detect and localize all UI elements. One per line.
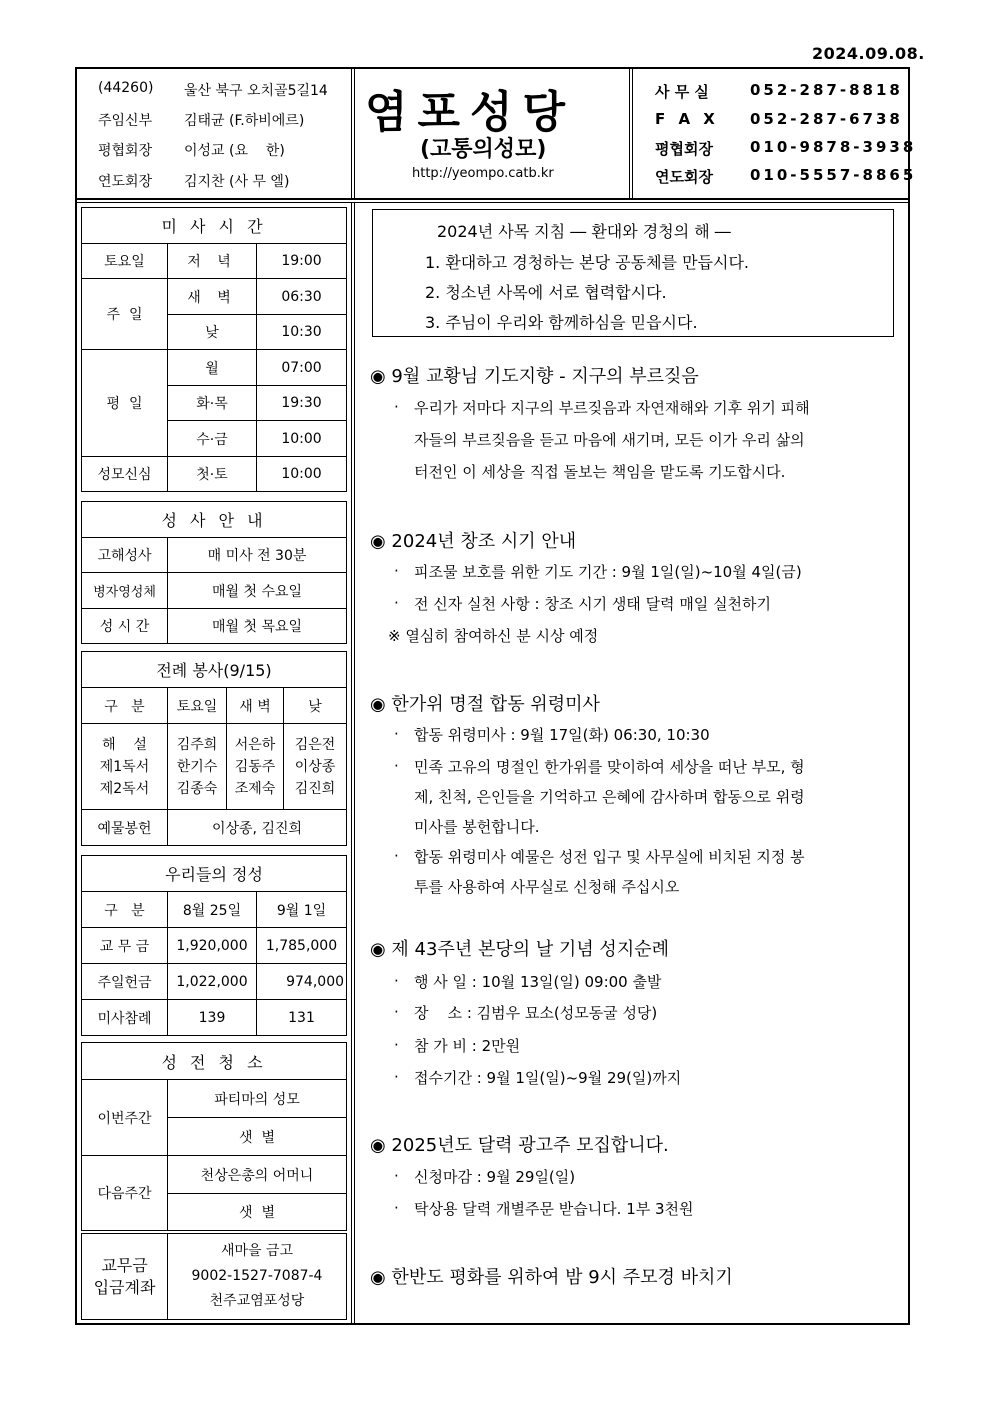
bullet: · bbox=[394, 562, 399, 580]
yeondo-phone-label: 연도회장 bbox=[655, 168, 713, 186]
liturgy-header-sat: 토요일 bbox=[168, 688, 227, 724]
role-commentator: 해 설 bbox=[102, 736, 147, 753]
liturgy-name: 김종숙 bbox=[176, 780, 218, 797]
council-phone-label: 평협회장 bbox=[655, 140, 713, 158]
council-label: 평협회장 bbox=[98, 143, 153, 159]
liturgy-name: 조제숙 bbox=[234, 780, 276, 797]
bulletin-date: 2024.09.08. bbox=[812, 44, 925, 63]
liturgy-header-dawn: 새 벽 bbox=[227, 688, 284, 724]
pope-intention-line3: 터전인 이 세상을 직접 돌보는 책임을 맡도록 기도합시다. bbox=[414, 463, 786, 481]
pope-intention-line1: 우리가 저마다 지구의 부르짖음과 자연재해와 기후 위기 피해 bbox=[414, 399, 810, 417]
tue-thu-time: 19:30 bbox=[257, 386, 347, 421]
bullet: · bbox=[394, 594, 399, 612]
marian-time: 10:00 bbox=[257, 457, 347, 492]
pope-intention-line2: 자들의 부르짖음을 듣고 마음에 새기며, 모든 이가 우리 삶의 bbox=[414, 431, 805, 449]
section-peace-prayer-title: ◉ 한반도 평화를 위하여 밤 9시 주모경 바치기 bbox=[370, 1267, 733, 1288]
offerings-header-date2: 9월 1일 bbox=[257, 892, 347, 928]
sick-communion-value: 매월 첫 수요일 bbox=[168, 573, 347, 609]
creation-item-1: 피조물 보호를 위한 기도 기간 : 9월 1일(일)~10월 4일(금) bbox=[414, 563, 802, 581]
pilgrimage-registration: 접수기간 : 9월 1일(일)~9월 29(일)까지 bbox=[414, 1069, 682, 1087]
attendance-sep1: 131 bbox=[257, 1000, 347, 1036]
address: 울산 북구 오치골5길14 bbox=[184, 83, 328, 99]
sick-communion-label: 병자영성체 bbox=[82, 573, 168, 609]
council-phone: 010-9878-3938 bbox=[750, 138, 917, 156]
offerings-title: 우리들의 정성 bbox=[82, 856, 347, 892]
fax-number: 052-287-6738 bbox=[750, 110, 903, 128]
parish-subtitle: (고통의성모) bbox=[420, 137, 547, 162]
wed-fri-time: 10:00 bbox=[257, 421, 347, 457]
section-calendar-ads-title: ◉ 2025년도 달력 광고주 모집합니다. bbox=[370, 1135, 669, 1156]
parish-url[interactable]: http://yeompo.catb.kr bbox=[412, 166, 554, 181]
liturgy-day-col bbox=[284, 724, 347, 810]
next-week-group2: 샛 별 bbox=[168, 1194, 347, 1231]
confession-value: 매 미사 전 30분 bbox=[168, 538, 347, 573]
pastor-name: 김태균 (F.하비에르) bbox=[184, 113, 305, 129]
section-creation-season-title: ◉ 2024년 창조 시기 안내 bbox=[370, 531, 577, 552]
attendance-label: 미사참례 bbox=[82, 1000, 168, 1036]
bullet: · bbox=[394, 1036, 399, 1054]
council-name: 이성교 (요 한) bbox=[184, 143, 285, 159]
pastoral-motto-box bbox=[372, 209, 894, 337]
calendar-deadline: 신청마감 : 9월 29일(일) bbox=[414, 1168, 576, 1186]
yeondo-name: 김지찬 (사 무 엘) bbox=[184, 174, 290, 190]
pilgrimage-date: 행 사 일 : 10월 13일(일) 09:00 출발 bbox=[414, 973, 662, 991]
memorial-item-2-line1: 민족 고유의 명절인 한가위를 맞이하여 세상을 떠난 부모, 형 bbox=[414, 758, 805, 776]
postal-code: (44260) bbox=[98, 80, 154, 96]
liturgy-name: 김주희 bbox=[176, 736, 218, 753]
monday-time: 07:00 bbox=[257, 350, 347, 386]
liturgy-name: 서은하 bbox=[234, 736, 276, 753]
memorial-item-1: 합동 위령미사 : 9월 17일(화) 06:30, 10:30 bbox=[414, 726, 710, 744]
liturgy-name: 이상종 bbox=[294, 758, 336, 775]
sunday-day-time: 10:30 bbox=[257, 315, 347, 350]
sunday-day-name: 낮 bbox=[168, 315, 257, 350]
bullet: · bbox=[394, 1167, 399, 1185]
liturgy-dawn-col bbox=[227, 724, 284, 810]
memorial-item-3-line2: 투를 사용하여 사무실로 신청해 주십시오 bbox=[414, 878, 680, 896]
office-label: 사 무 실 bbox=[655, 83, 709, 101]
office-phone: 052-287-8818 bbox=[750, 81, 903, 99]
sunday-collection-aug25: 1,022,000 bbox=[168, 964, 257, 1000]
header-divider-right bbox=[629, 67, 630, 198]
column-divider bbox=[351, 202, 352, 1325]
tithe-label: 교 무 금 bbox=[82, 928, 168, 964]
account-label-line1: 교무금 bbox=[101, 1255, 148, 1275]
this-week-label: 이번주간 bbox=[82, 1080, 168, 1156]
account-table bbox=[81, 1233, 347, 1320]
column-divider-2 bbox=[354, 202, 355, 1325]
account-label-line2: 입금계좌 bbox=[93, 1277, 156, 1297]
header-bottom-rule-2 bbox=[75, 202, 910, 203]
attendance-aug25: 139 bbox=[168, 1000, 257, 1036]
liturgy-name: 김진희 bbox=[294, 780, 336, 797]
memorial-item-2-line3: 미사를 봉헌합니다. bbox=[414, 818, 540, 836]
bullet: · bbox=[394, 725, 399, 743]
monday-name: 월 bbox=[168, 350, 257, 386]
this-week-group1: 파티마의 성모 bbox=[168, 1080, 347, 1118]
saturday-mass-time: 19:00 bbox=[257, 244, 347, 279]
liturgy-table bbox=[81, 651, 347, 846]
sunday-dawn-time: 06:30 bbox=[257, 279, 347, 315]
bullet: · bbox=[394, 398, 399, 416]
cleaning-title: 성 전 청 소 bbox=[82, 1043, 347, 1080]
header-divider-left-2 bbox=[354, 67, 355, 198]
liturgy-name: 김은전 bbox=[294, 736, 336, 753]
yeondo-label: 연도회장 bbox=[98, 174, 153, 190]
mass-times-title: 미 사 시 간 bbox=[82, 208, 347, 244]
header-divider-left bbox=[351, 67, 352, 198]
sunday-dawn-name: 새 벽 bbox=[168, 279, 257, 315]
pilgrimage-fee: 참 가 비 : 2만원 bbox=[414, 1037, 521, 1055]
liturgy-header-day: 낮 bbox=[284, 688, 347, 724]
confession-label: 고해성사 bbox=[82, 538, 168, 573]
liturgy-title: 전례 봉사(9/15) bbox=[82, 652, 347, 688]
memorial-item-2-line2: 제, 친척, 은인들을 기억하고 은혜에 감사하며 합동으로 위령 bbox=[414, 788, 805, 806]
next-week-group1: 천상은총의 어머니 bbox=[168, 1156, 347, 1194]
account-bank: 새마을 금고 bbox=[220, 1243, 294, 1259]
motto-item-3: 3. 주님이 우리와 함께하심을 믿읍시다. bbox=[425, 313, 698, 332]
bullet: · bbox=[394, 1068, 399, 1086]
liturgy-roles bbox=[82, 724, 168, 810]
sunday-label: 주 일 bbox=[82, 279, 168, 350]
tithe-sep1: 1,785,000 bbox=[257, 928, 347, 964]
role-reading1: 제1독서 bbox=[99, 758, 150, 775]
wed-fri-name: 수·금 bbox=[168, 421, 257, 457]
bullet: · bbox=[394, 847, 399, 865]
creation-item-2: 전 신자 실천 사항 : 창조 시기 생태 달력 매일 실천하기 bbox=[414, 595, 772, 613]
fax-label: F A X bbox=[655, 110, 719, 128]
pastor-label: 주임신부 bbox=[98, 113, 153, 129]
account-number: 9002-1527-7087-4 bbox=[191, 1268, 323, 1284]
sacraments-table bbox=[81, 501, 347, 644]
mass-times-table bbox=[81, 207, 347, 492]
section-pope-intention-title: ◉ 9월 교황님 기도지향 - 지구의 부르짖음 bbox=[370, 366, 699, 387]
holy-hour-label: 성 시 간 bbox=[82, 609, 168, 644]
offerings-table bbox=[81, 855, 347, 1036]
section-memorial-mass-title: ◉ 한가위 명절 합동 위령미사 bbox=[370, 694, 600, 715]
sunday-collection-label: 주일헌금 bbox=[82, 964, 168, 1000]
offering-label: 예물봉헌 bbox=[82, 810, 168, 846]
liturgy-header-category: 구 분 bbox=[82, 688, 168, 724]
next-week-label: 다음주간 bbox=[82, 1156, 168, 1231]
bullet: · bbox=[394, 757, 399, 775]
section-pilgrimage-title: ◉ 제 43주년 본당의 날 기념 성지순례 bbox=[370, 939, 669, 960]
offerings-header-category: 구 분 bbox=[82, 892, 168, 928]
offerings-header-date1: 8월 25일 bbox=[168, 892, 257, 928]
yeondo-phone: 010-5557-8865 bbox=[750, 166, 917, 184]
bullet: · bbox=[394, 1003, 399, 1021]
offering-value: 이상종, 김진희 bbox=[168, 810, 347, 846]
bullet: · bbox=[394, 972, 399, 990]
saturday-mass-name: 저 녁 bbox=[168, 244, 257, 279]
sacraments-title: 성 사 안 내 bbox=[82, 502, 347, 538]
this-week-group2: 샛 별 bbox=[168, 1118, 347, 1156]
header-bottom-rule bbox=[75, 198, 910, 200]
creation-note: ※ 열심히 참여하신 분 시상 예정 bbox=[388, 627, 599, 645]
role-reading2: 제2독서 bbox=[99, 780, 150, 797]
tue-thu-name: 화·목 bbox=[168, 386, 257, 421]
bullet: · bbox=[394, 1199, 399, 1217]
calendar-order: 탁상용 달력 개별주문 받습니다. 1부 3천원 bbox=[414, 1200, 694, 1218]
header-divider-right-2 bbox=[632, 67, 633, 198]
marian-name: 첫·토 bbox=[168, 457, 257, 492]
account-details bbox=[168, 1234, 347, 1320]
memorial-item-3-line1: 합동 위령미사 예물은 성전 입구 및 사무실에 비치된 지정 봉 bbox=[414, 848, 805, 866]
tithe-aug25: 1,920,000 bbox=[168, 928, 257, 964]
account-label bbox=[82, 1234, 168, 1320]
cleaning-table bbox=[81, 1042, 347, 1231]
saturday-label: 토요일 bbox=[82, 244, 168, 279]
holy-hour-value: 매월 첫 목요일 bbox=[168, 609, 347, 644]
account-holder: 천주교염포성당 bbox=[209, 1293, 305, 1309]
liturgy-name: 한기수 bbox=[176, 758, 218, 775]
weekday-label: 평 일 bbox=[82, 350, 168, 457]
sunday-collection-sep1: 974,000 bbox=[257, 964, 347, 1000]
motto-item-2: 2. 청소년 사목에 서로 협력합시다. bbox=[425, 283, 667, 302]
liturgy-name: 김동주 bbox=[234, 758, 276, 775]
marian-label: 성모신심 bbox=[82, 457, 168, 492]
motto-item-1: 1. 환대하고 경청하는 본당 공동체를 만듭시다. bbox=[425, 253, 749, 272]
liturgy-sat-col bbox=[168, 724, 227, 810]
motto-title: 2024년 사목 지침 ― 환대와 경청의 해 ― bbox=[437, 222, 731, 241]
parish-title: 염포성당 bbox=[365, 87, 576, 138]
pilgrimage-place: 장 소 : 김범우 묘소(성모동굴 성당) bbox=[414, 1004, 658, 1022]
